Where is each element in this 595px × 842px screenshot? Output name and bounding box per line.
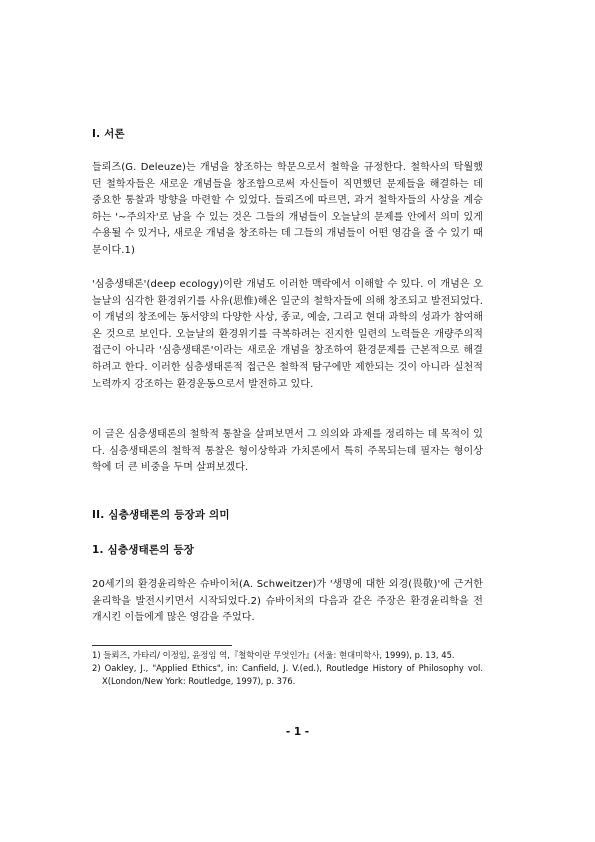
footnote-1: 1) 들뢰즈, 가타리/ 이정임, 윤정임 역,『철학이란 무엇인가』(서울: 현대미학사, 1999), p. 13, 45. bbox=[92, 650, 455, 660]
paragraph-schweitzer: 20세기의 환경윤리학은 슈바이처(A. Schweitzer)가 '생명에 대한 외경(畏敬)'에 근거한 윤리학을 발전시키면서 시작되었다.2) 슈바이처의 다음과 같은 주장은 환경윤리학을 전개시킨 이들에게 많은 영감을 주었다. bbox=[92, 579, 483, 624]
footnote-2: 2) Oakley, J., "Applied Ethics", in: Canfield, J. V.(ed.), Routledge History of Philosophy vol. X(London/New York: Routledge, 1997), p. 376. bbox=[92, 662, 483, 686]
section-heading-origin: II. 심층생태론의 등장과 의미 bbox=[92, 509, 230, 521]
paragraph-purpose: 이 글은 심층생태론의 철학적 통찰을 살펴보면서 그 의의와 과제를 정리하는 데 목적이 있다. 심층생태론의 철학적 통찰은 형이상학과 가치론에서 특히 주목되는데 필자는 형이상학에 더 큰 비중을 두며 살펴보겠다. bbox=[92, 429, 483, 474]
page-number: - 1 - bbox=[285, 726, 310, 738]
section-heading-intro: I. 서론 bbox=[92, 128, 125, 140]
paragraph-deleuze: 들뢰즈(G. Deleuze)는 개념을 창조하는 학문으로서 철학을 규정한다. 철학사의 탁월했던 철학자들은 새로운 개념들을 창조함으로써 자신들이 직면했던 문제들을 해결하는 데 중요한 통찰과 방향을 마련할 수 있었다. 들뢰즈에 따르면, 과거 철학자들의 사상을 계승하는 '~주의자'로 남을 수 있는 것은 그들의 개념들이 오늘날의 문제를 안에서 의미 있게 수용될 수 있거나, 새로운 개념을 창조하는 데 그들의 개념들이 어떤 영감을 줄 수 있기 때문이다.1) bbox=[92, 162, 483, 256]
footnotes bbox=[92, 649, 483, 687]
footnote-divider bbox=[92, 645, 232, 646]
subsection-heading-origin: 1. 심층생태론의 등장 bbox=[92, 544, 195, 556]
paragraph-deep-ecology: '심층생태론'(deep ecology)이란 개념도 이러한 맥락에서 이해할 수 있다. 이 개념은 오늘날의 심각한 환경위기를 사유(思惟)해온 일군의 철학자들에 의해 창조되고 발전되었다. 이 개념의 창조에는 동서양의 다양한 사상, 종교, 예술, 그리고 현대 과학의 성과가 참여해온 것으로 보인다. 오늘날의 환경위기를 극복하려는 진지한 일련의 노력들은 개량주의적 접근이 아니라 '심층생태론'이라는 새로운 개념을 창조하여 환경문제를 근본적으로 해결하려고 한다. 이러한 심층생태론적 접근은 철학적 탐구에만 제한되는 것이 아니라 실천적 노력까지 강조하는 환경운동으로서 발전하고 있다. bbox=[92, 279, 483, 390]
